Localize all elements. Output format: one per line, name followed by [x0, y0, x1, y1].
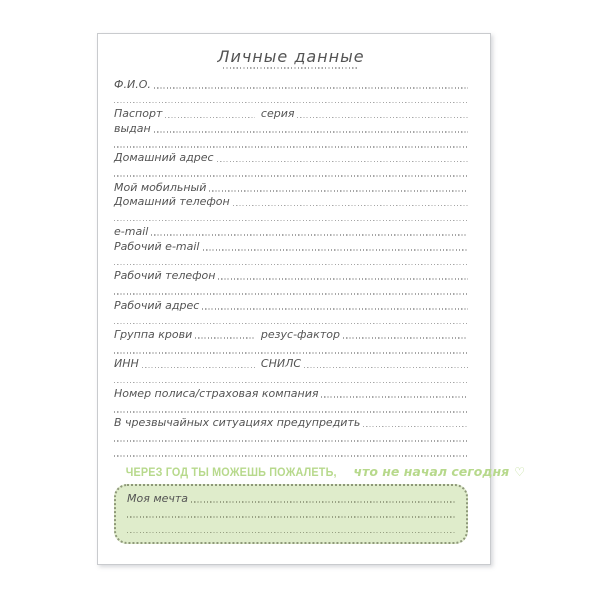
blank-line-row	[114, 208, 468, 223]
form-row	[114, 238, 468, 253]
blank-line-row	[114, 282, 468, 297]
write-in-line	[127, 532, 455, 534]
field-label: Номер полиса/страховая компания	[114, 386, 319, 400]
row-segment	[114, 78, 468, 91]
blank-line-row	[114, 341, 468, 356]
form-row	[114, 267, 468, 282]
row-segment	[114, 195, 468, 208]
row-segment	[114, 240, 468, 253]
row-segment	[114, 387, 468, 400]
form-row	[114, 356, 468, 371]
field-label: Рабочий телефон	[114, 269, 216, 283]
write-in-line	[154, 131, 468, 133]
row-segment	[261, 357, 468, 370]
write-in-line	[114, 102, 468, 104]
row-segment	[114, 151, 468, 164]
write-in-line	[142, 367, 255, 369]
field-label: ИНН	[114, 357, 139, 371]
write-in-line	[218, 278, 468, 280]
form-row	[114, 179, 468, 194]
write-in-line	[114, 146, 468, 148]
dream-blank-line-row	[127, 505, 455, 520]
form-row	[114, 385, 468, 400]
write-in-line	[202, 308, 468, 310]
row-segment	[114, 122, 468, 135]
write-in-line	[191, 501, 455, 503]
motivation-caps-text: ЧЕРЕЗ ГОД ТЫ МОЖЕШЬ ПОЖАЛЕТЬ,	[125, 464, 337, 479]
row-segment	[261, 107, 468, 120]
row-segment	[114, 440, 468, 444]
row-segment	[114, 175, 468, 179]
blank-line-row	[114, 400, 468, 415]
row-segment	[114, 455, 468, 459]
blank-line-row	[114, 370, 468, 385]
row-segment	[114, 293, 468, 297]
blank-line-row	[114, 135, 468, 150]
dream-label-row	[127, 490, 455, 505]
write-in-line	[343, 337, 468, 339]
field-label: серия	[260, 107, 295, 121]
dream-box	[114, 484, 468, 544]
row-segment	[114, 181, 468, 194]
form-row	[114, 120, 468, 135]
row-segment	[114, 269, 468, 282]
write-in-line	[127, 516, 455, 518]
write-in-line	[209, 190, 468, 192]
field-label: СНИЛС	[260, 357, 302, 371]
form-row	[114, 194, 468, 209]
write-in-line	[114, 382, 468, 384]
field-label: выдан	[114, 121, 151, 135]
personal-data-form	[114, 76, 468, 459]
write-in-line	[363, 426, 468, 428]
write-in-line	[114, 440, 468, 442]
dream-blank-line-row	[127, 520, 455, 535]
write-in-line	[114, 175, 468, 177]
field-label: В чрезвычайных ситуациях предупредить	[114, 416, 361, 430]
field-label: Паспорт	[114, 107, 163, 121]
row-segment	[114, 357, 261, 370]
write-in-line	[154, 87, 468, 89]
blank-line-row	[114, 253, 468, 268]
write-in-line	[114, 411, 468, 413]
row-segment	[114, 107, 261, 120]
form-row	[114, 415, 468, 430]
form-row	[114, 105, 468, 120]
planner-page	[97, 33, 525, 565]
form-row	[114, 297, 468, 312]
write-in-line	[297, 117, 468, 119]
write-in-line	[114, 220, 468, 222]
write-in-line	[217, 161, 468, 163]
row-segment	[114, 323, 468, 327]
motivation-quote	[114, 463, 525, 479]
row-segment	[114, 264, 468, 268]
write-in-line	[114, 455, 468, 457]
field-label: Группа крови	[114, 327, 193, 341]
title-underline	[223, 67, 359, 69]
field-label: Домашний телефон	[114, 195, 230, 209]
form-row	[114, 150, 468, 165]
row-segment	[114, 225, 468, 238]
field-label: Рабочий адрес	[114, 298, 200, 312]
write-in-line	[321, 396, 468, 398]
write-in-line	[114, 323, 468, 325]
blank-line-row	[114, 429, 468, 444]
write-in-line	[304, 367, 468, 369]
write-in-line	[233, 205, 468, 207]
row-segment	[114, 299, 468, 312]
write-in-line	[114, 293, 468, 295]
blank-line-row	[114, 312, 468, 327]
row-segment	[114, 382, 468, 386]
row-segment	[114, 411, 468, 415]
row-segment	[261, 328, 468, 341]
write-in-line	[114, 264, 468, 266]
row-segment	[114, 352, 468, 356]
blank-line-row	[114, 444, 468, 459]
row-segment	[114, 102, 468, 106]
row-segment	[114, 416, 468, 429]
write-in-line	[195, 337, 255, 339]
form-row	[114, 223, 468, 238]
write-in-line	[165, 117, 255, 119]
field-label: Рабочий e-mail	[114, 239, 200, 253]
blank-line-row	[114, 91, 468, 106]
field-label: e-mail	[114, 224, 149, 238]
form-row	[114, 76, 468, 91]
blank-line-row	[114, 164, 468, 179]
row-segment	[114, 146, 468, 150]
row-segment	[114, 220, 468, 224]
field-label: Мой мобильный	[114, 180, 207, 194]
form-row	[114, 326, 468, 341]
write-in-line	[151, 234, 468, 236]
field-label: Ф.И.О.	[114, 77, 151, 91]
row-segment	[114, 328, 261, 341]
write-in-line	[114, 352, 468, 354]
heart-icon: ♡	[514, 464, 525, 479]
field-label: Моя мечта	[127, 491, 189, 505]
field-label: резус-фактор	[260, 327, 340, 341]
page-title: Личные данные	[217, 47, 365, 66]
motivation-script-text: что не начал сегодня	[353, 463, 510, 479]
write-in-line	[203, 249, 469, 251]
field-label: Домашний адрес	[114, 151, 214, 165]
